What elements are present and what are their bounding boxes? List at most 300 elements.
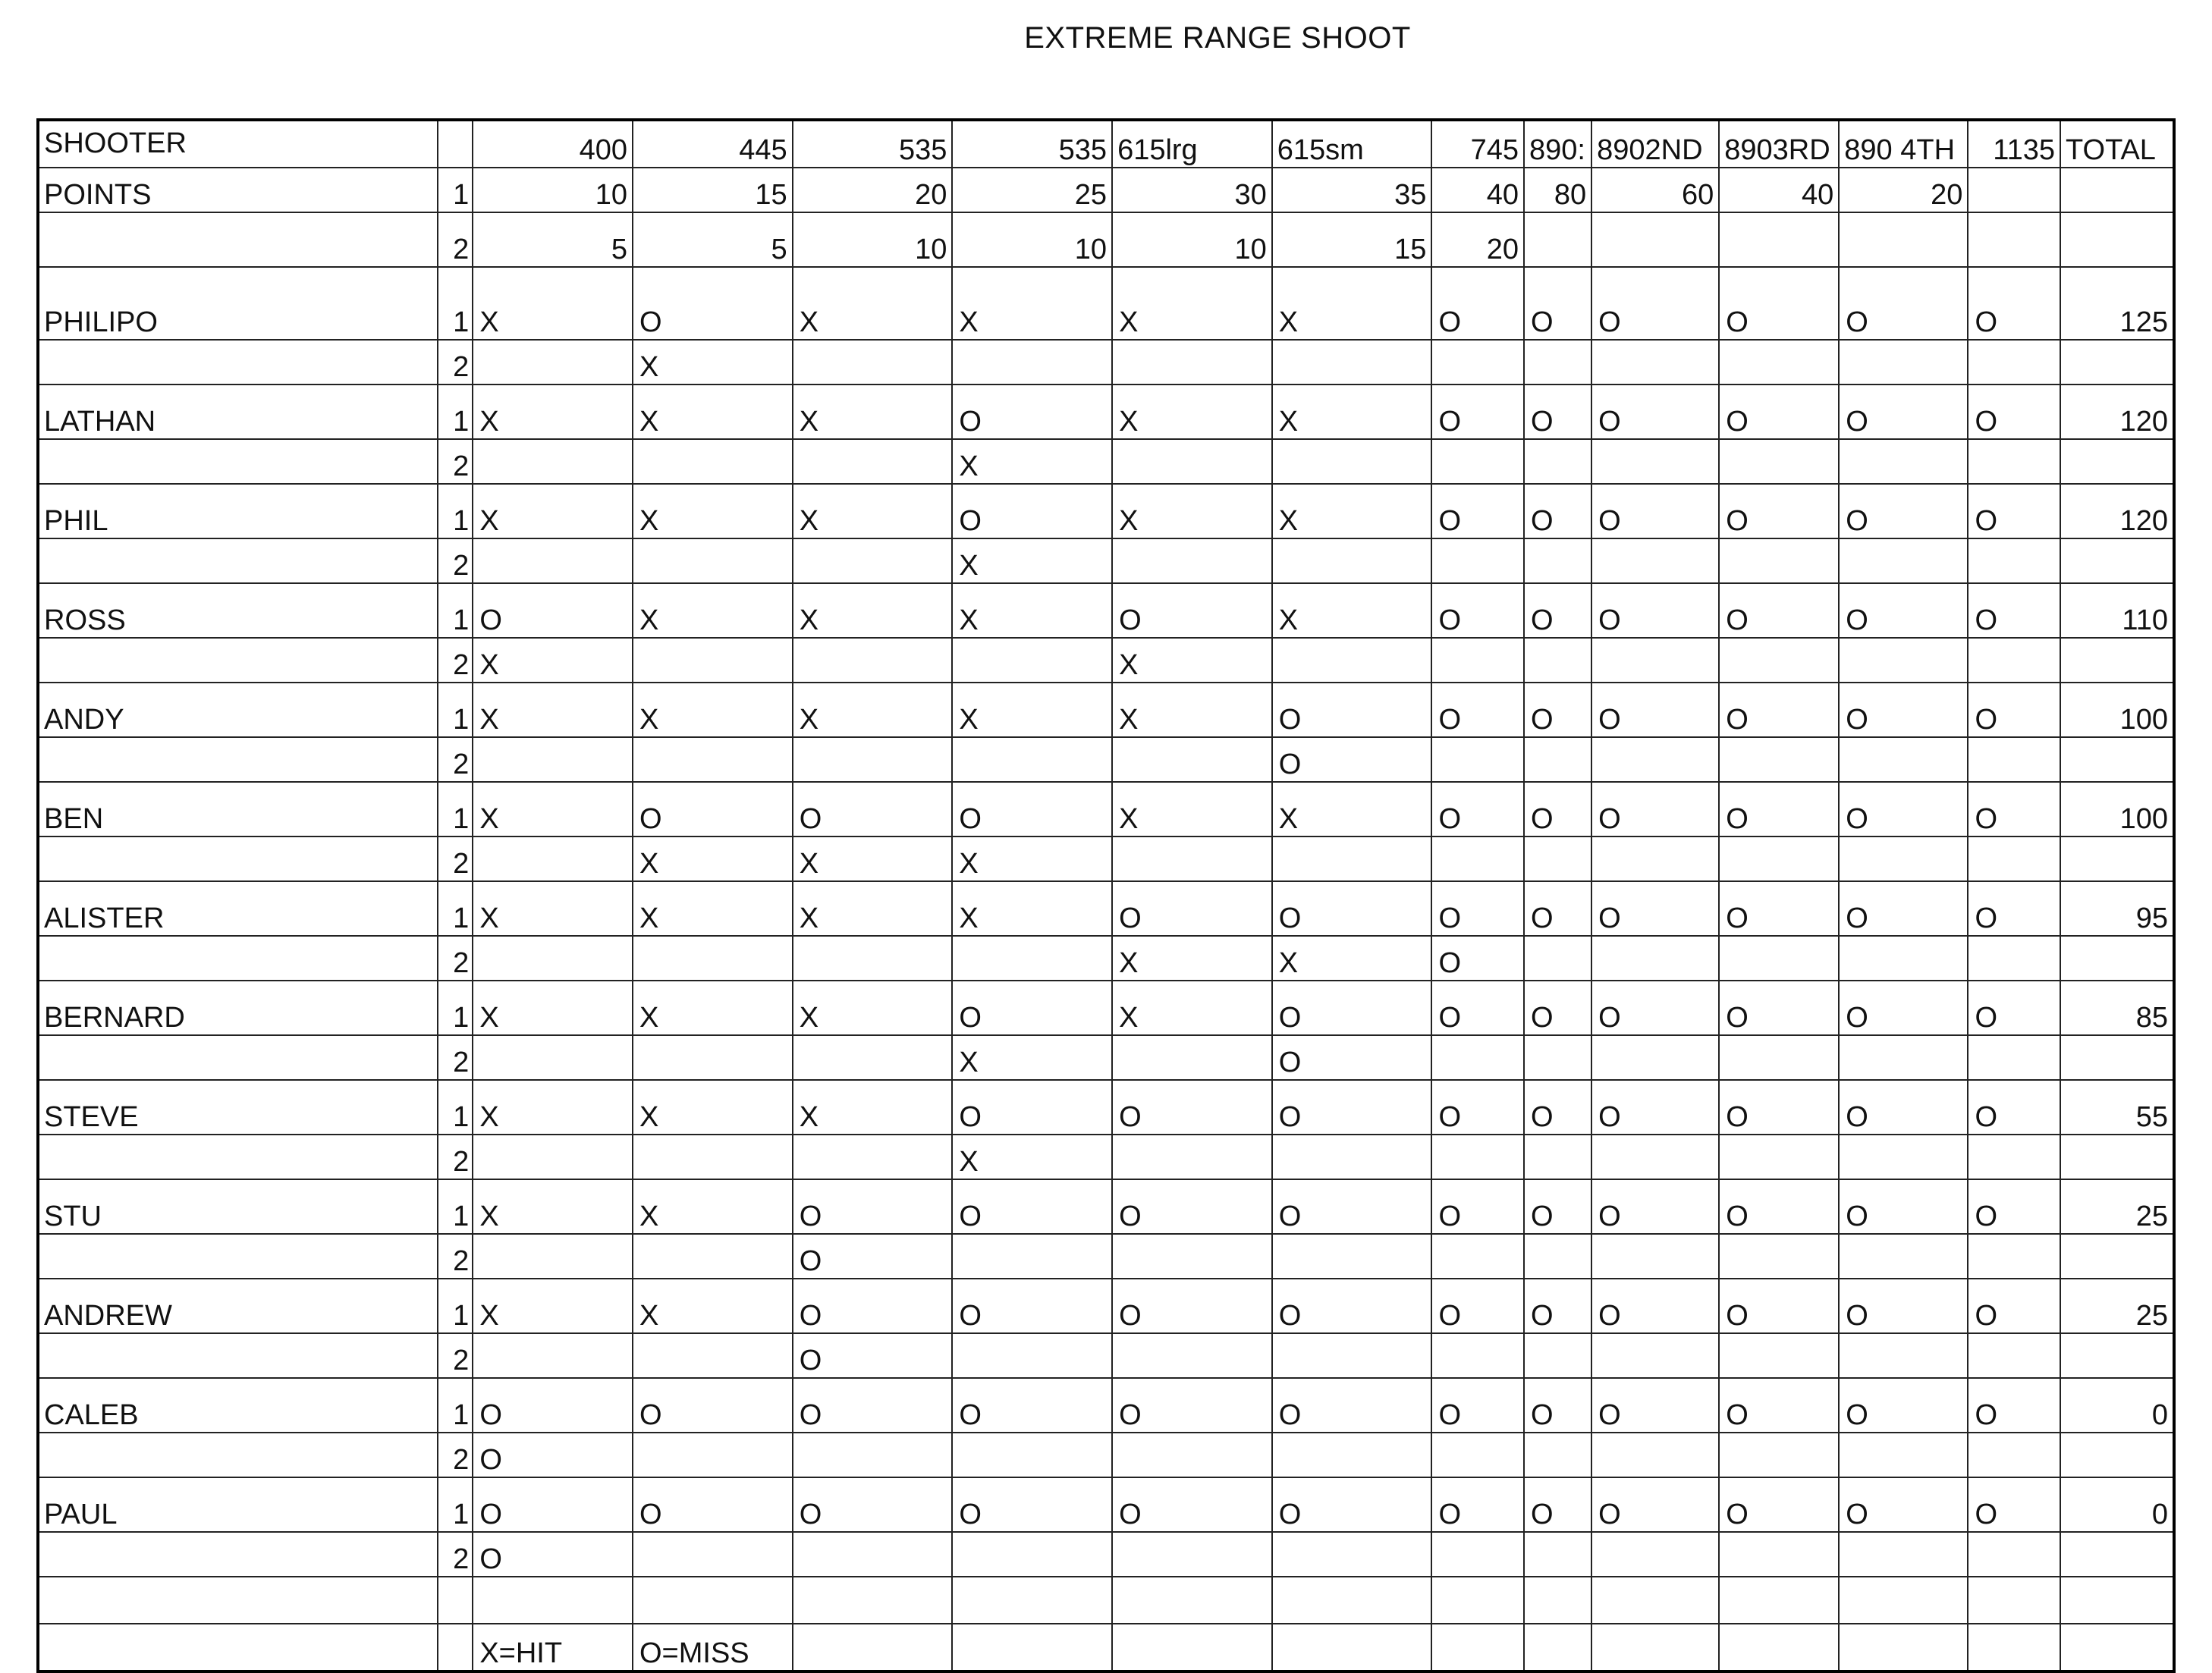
shot-result: O — [1591, 981, 1719, 1035]
shot-result: O — [1839, 385, 1968, 439]
shot-result: O — [952, 782, 1112, 836]
shooter-name: PAUL — [38, 1477, 438, 1532]
shot-result — [793, 340, 953, 385]
shooter-total: 25 — [2060, 1279, 2174, 1333]
shot-result: O — [1839, 881, 1968, 936]
empty-cell — [1968, 1624, 2060, 1671]
shot-result — [1591, 1135, 1719, 1179]
shot-result: X — [473, 1179, 633, 1234]
shot-result: O — [1968, 385, 2060, 439]
shot-result: O — [1524, 1179, 1591, 1234]
shot-result: O — [1968, 881, 2060, 936]
shot-result — [1112, 1234, 1272, 1279]
shot-result: O — [1591, 1080, 1719, 1135]
attempt-number: 1 — [438, 881, 473, 936]
shot-result: O — [1272, 1279, 1432, 1333]
shot-result — [1839, 1433, 1968, 1477]
shot-result: O — [1839, 1080, 1968, 1135]
shot-result — [952, 1433, 1112, 1477]
shot-result: O — [1839, 981, 1968, 1035]
shot-result — [633, 1333, 793, 1378]
empty-cell — [1968, 1577, 2060, 1624]
shot-result: O — [633, 267, 793, 340]
shot-result: O — [952, 484, 1112, 538]
shot-result: X — [952, 267, 1112, 340]
shot-result — [793, 737, 953, 782]
label-cell — [38, 936, 438, 981]
shot-result — [793, 1035, 953, 1080]
shot-result — [1431, 1234, 1524, 1279]
shot-result — [633, 1234, 793, 1279]
attempt-header — [438, 120, 473, 168]
shot-result — [793, 1532, 953, 1577]
total-cell — [2060, 1433, 2174, 1477]
empty-cell — [1112, 1577, 1272, 1624]
shot-result — [633, 1433, 793, 1477]
shooter-name: ALISTER — [38, 881, 438, 936]
total-cell — [2060, 340, 2174, 385]
shooter-row-attempt-1 — [38, 1378, 2174, 1433]
shooter-total: 100 — [2060, 683, 2174, 737]
shot-result — [633, 1035, 793, 1080]
shot-result: O — [1839, 683, 1968, 737]
shot-result: O — [473, 583, 633, 638]
shot-result — [1272, 1433, 1432, 1477]
shot-result: O — [793, 1279, 953, 1333]
points-value: 40 — [1431, 168, 1524, 212]
attempt-number: 2 — [438, 1234, 473, 1279]
empty-cell — [1431, 1624, 1524, 1671]
shooter-total: 25 — [2060, 1179, 2174, 1234]
shot-result — [473, 1035, 633, 1080]
shot-result: O — [1431, 1179, 1524, 1234]
shot-result — [1112, 1035, 1272, 1080]
shot-result: O — [793, 1333, 953, 1378]
empty-cell — [952, 1624, 1112, 1671]
shot-result — [1591, 1333, 1719, 1378]
points-value: 5 — [633, 212, 793, 267]
shot-result — [1839, 1234, 1968, 1279]
shot-result — [1524, 340, 1591, 385]
shot-result: X — [1112, 936, 1272, 981]
shot-result: O — [1431, 484, 1524, 538]
empty-cell — [1431, 1577, 1524, 1624]
shot-result: X — [793, 484, 953, 538]
shot-result: O — [952, 1477, 1112, 1532]
label-cell — [38, 1624, 438, 1671]
shot-result — [1524, 1433, 1591, 1477]
shot-result — [1968, 340, 2060, 385]
shooter-total: 100 — [2060, 782, 2174, 836]
shot-result — [1968, 1035, 2060, 1080]
empty-cell — [38, 1577, 438, 1624]
shot-result: O — [1839, 1179, 1968, 1234]
shot-result — [1591, 836, 1719, 881]
shot-result — [1431, 1135, 1524, 1179]
target-header: 400 — [473, 120, 633, 168]
points-row-1 — [38, 168, 2174, 212]
shot-result — [1719, 836, 1839, 881]
shot-result: O — [1968, 1477, 2060, 1532]
points-value: 20 — [1431, 212, 1524, 267]
shooter-row-attempt-2 — [38, 638, 2174, 683]
total-cell — [2060, 1135, 2174, 1179]
shot-result: O — [793, 782, 953, 836]
shooter-name: LATHAN — [38, 385, 438, 439]
attempt-number: 2 — [438, 936, 473, 981]
shot-result: O — [1524, 267, 1591, 340]
shooter-row-attempt-1 — [38, 484, 2174, 538]
shot-result — [1524, 1035, 1591, 1080]
shooter-row-attempt-1 — [38, 881, 2174, 936]
points-value — [1839, 212, 1968, 267]
shot-result — [1272, 1234, 1432, 1279]
shot-result: O — [1839, 1477, 1968, 1532]
shot-result: X — [633, 981, 793, 1035]
total-cell — [2060, 1035, 2174, 1080]
shot-result: O — [1112, 1378, 1272, 1433]
shot-result: O — [952, 1080, 1112, 1135]
attempt-number: 2 — [438, 212, 473, 267]
shot-result: X — [633, 1179, 793, 1234]
shot-result: O — [1968, 583, 2060, 638]
shot-result — [1112, 1532, 1272, 1577]
shot-result: X — [473, 638, 633, 683]
shot-result: O — [952, 1378, 1112, 1433]
empty-cell — [633, 1577, 793, 1624]
shot-result: O — [1591, 583, 1719, 638]
shot-result: X — [633, 1080, 793, 1135]
shot-result: O — [1719, 1378, 1839, 1433]
shot-result — [1112, 836, 1272, 881]
points-value: 15 — [1272, 212, 1432, 267]
shot-result — [1524, 1135, 1591, 1179]
label-cell — [38, 836, 438, 881]
shot-result — [1719, 737, 1839, 782]
shooter-row-attempt-1 — [38, 385, 2174, 439]
shot-result — [1968, 439, 2060, 484]
shot-result — [1524, 439, 1591, 484]
shot-result: O — [1524, 782, 1591, 836]
shot-result — [1839, 1532, 1968, 1577]
shot-result: O — [1524, 385, 1591, 439]
shot-result — [1591, 1433, 1719, 1477]
shot-result — [1272, 836, 1432, 881]
target-header: 615lrg — [1112, 120, 1272, 168]
shooter-row-attempt-2 — [38, 538, 2174, 583]
shot-result — [1591, 340, 1719, 385]
total-cell — [2060, 212, 2174, 267]
shot-result — [1431, 638, 1524, 683]
shot-result — [1968, 1433, 2060, 1477]
total-header: TOTAL — [2060, 120, 2174, 168]
shot-result: O — [1719, 981, 1839, 1035]
shot-result: O — [1272, 1477, 1432, 1532]
attempt-number: 2 — [438, 1532, 473, 1577]
shot-result — [952, 737, 1112, 782]
shot-result — [1968, 737, 2060, 782]
shot-result: X — [952, 583, 1112, 638]
shot-result — [1591, 936, 1719, 981]
points-value: 10 — [473, 168, 633, 212]
shot-result: O — [1431, 385, 1524, 439]
shot-result: O — [952, 1279, 1112, 1333]
shot-result: O — [1719, 1477, 1839, 1532]
shot-result — [473, 1234, 633, 1279]
blank-row — [38, 1577, 2174, 1624]
shot-result — [1839, 737, 1968, 782]
shot-result: O — [1524, 1477, 1591, 1532]
attempt-number: 2 — [438, 1333, 473, 1378]
shot-result — [1272, 1333, 1432, 1378]
attempt-number: 2 — [438, 1035, 473, 1080]
shooter-row-attempt-1 — [38, 267, 2174, 340]
total-cell — [2060, 1532, 2174, 1577]
empty-cell — [1524, 1577, 1591, 1624]
shot-result: O — [1968, 1378, 2060, 1433]
total-cell — [2060, 1624, 2174, 1671]
shot-result: O — [1719, 484, 1839, 538]
shot-result — [1524, 1333, 1591, 1378]
attempt-number: 1 — [438, 484, 473, 538]
points-value — [1968, 168, 2060, 212]
shot-result: O — [1431, 1378, 1524, 1433]
shot-result: O — [1968, 1279, 2060, 1333]
empty-cell — [1719, 1624, 1839, 1671]
points-value: 5 — [473, 212, 633, 267]
total-cell — [2060, 836, 2174, 881]
empty-cell — [473, 1577, 633, 1624]
points-value: 40 — [1719, 168, 1839, 212]
shot-result — [1839, 638, 1968, 683]
shot-result — [473, 737, 633, 782]
shot-result: X — [1272, 267, 1432, 340]
attempt-number: 2 — [438, 836, 473, 881]
shot-result — [1968, 638, 2060, 683]
shooter-row-attempt-1 — [38, 1080, 2174, 1135]
shooter-name: BEN — [38, 782, 438, 836]
shot-result — [1719, 1333, 1839, 1378]
shot-result — [1524, 638, 1591, 683]
shot-result: O — [952, 981, 1112, 1035]
shot-result — [1431, 340, 1524, 385]
shot-result: O — [1431, 936, 1524, 981]
shot-result: O — [1112, 1477, 1272, 1532]
shot-result: O — [1272, 1035, 1432, 1080]
shot-result — [1591, 638, 1719, 683]
shot-result: O — [1524, 1279, 1591, 1333]
target-header: 890: — [1524, 120, 1591, 168]
shot-result — [1112, 340, 1272, 385]
shot-result: O — [1839, 267, 1968, 340]
shooter-row-attempt-1 — [38, 583, 2174, 638]
attempt-number: 1 — [438, 267, 473, 340]
shot-result: X — [952, 683, 1112, 737]
shooter-row-attempt-1 — [38, 1477, 2174, 1532]
shot-result: X — [793, 267, 953, 340]
empty-cell — [1591, 1577, 1719, 1624]
shot-result — [1591, 1532, 1719, 1577]
shot-result — [1839, 439, 1968, 484]
shot-result — [1431, 538, 1524, 583]
points-value: 15 — [633, 168, 793, 212]
points-value: 20 — [793, 168, 953, 212]
attempt-number: 1 — [438, 1179, 473, 1234]
shot-result: O — [1431, 1080, 1524, 1135]
shot-result — [1968, 1532, 2060, 1577]
shot-result: X — [952, 836, 1112, 881]
points-value — [1524, 212, 1591, 267]
shot-result — [1431, 1333, 1524, 1378]
total-cell — [2060, 538, 2174, 583]
shot-result: O — [633, 1378, 793, 1433]
shot-result: X — [473, 881, 633, 936]
shot-result: O — [1591, 267, 1719, 340]
total-cell — [2060, 638, 2174, 683]
target-header: 8903RD — [1719, 120, 1839, 168]
shot-result — [793, 1433, 953, 1477]
attempt-number: 2 — [438, 1433, 473, 1477]
shot-result: O — [1431, 881, 1524, 936]
shooter-row-attempt-1 — [38, 1279, 2174, 1333]
shot-result: O — [1431, 1477, 1524, 1532]
target-header: 890 4TH — [1839, 120, 1968, 168]
shooter-name: PHILIPO — [38, 267, 438, 340]
total-cell — [2060, 439, 2174, 484]
shot-result: O — [473, 1378, 633, 1433]
attempt-number: 1 — [438, 583, 473, 638]
shot-result: X — [473, 782, 633, 836]
shot-result — [1524, 1532, 1591, 1577]
shot-result: O — [1431, 1279, 1524, 1333]
shot-result — [1968, 1234, 2060, 1279]
attempt-number: 1 — [438, 683, 473, 737]
shot-result — [793, 936, 953, 981]
shot-result — [633, 638, 793, 683]
shot-result: O — [952, 1179, 1112, 1234]
shot-result — [1524, 737, 1591, 782]
attempt-number: 2 — [438, 340, 473, 385]
shot-result — [1524, 538, 1591, 583]
shot-result: X — [793, 981, 953, 1035]
shot-result — [1719, 1035, 1839, 1080]
shot-result — [1591, 1234, 1719, 1279]
total-cell — [2060, 1333, 2174, 1378]
shot-result: O — [1968, 683, 2060, 737]
shooter-row-attempt-1 — [38, 981, 2174, 1035]
shot-result: O — [793, 1378, 953, 1433]
shot-result: X — [1272, 484, 1432, 538]
shot-result: O — [1719, 583, 1839, 638]
shooter-name: PHIL — [38, 484, 438, 538]
shot-result: O — [1524, 484, 1591, 538]
shot-result: O — [1719, 1279, 1839, 1333]
attempt-number: 1 — [438, 1477, 473, 1532]
shooter-row-attempt-2 — [38, 439, 2174, 484]
shot-result: O — [1524, 881, 1591, 936]
shot-result: O — [1968, 1080, 2060, 1135]
target-header: 535 — [952, 120, 1112, 168]
shot-result — [1524, 1234, 1591, 1279]
shot-result: O — [1112, 583, 1272, 638]
shot-result — [1112, 737, 1272, 782]
points-value: 35 — [1272, 168, 1432, 212]
shot-result: O — [1839, 484, 1968, 538]
target-header: 8902ND — [1591, 120, 1719, 168]
shot-result — [1431, 1532, 1524, 1577]
empty-cell — [952, 1577, 1112, 1624]
label-cell — [38, 439, 438, 484]
shot-result: O — [1591, 1378, 1719, 1433]
shot-result: O — [633, 1477, 793, 1532]
shot-result — [952, 936, 1112, 981]
shooter-row-attempt-2 — [38, 1532, 2174, 1577]
target-header: 745 — [1431, 120, 1524, 168]
shot-result — [633, 439, 793, 484]
shot-result — [1591, 439, 1719, 484]
empty-cell — [1112, 1624, 1272, 1671]
shot-result: O — [1719, 782, 1839, 836]
score-table-body — [38, 120, 2174, 1671]
shot-result: X — [1112, 683, 1272, 737]
attempt-number: 1 — [438, 981, 473, 1035]
shot-result: X — [1112, 484, 1272, 538]
shooter-total: 85 — [2060, 981, 2174, 1035]
shot-result — [473, 340, 633, 385]
shot-result — [1591, 1035, 1719, 1080]
shot-result: X — [633, 881, 793, 936]
shooter-row-attempt-2 — [38, 340, 2174, 385]
total-cell — [2060, 168, 2174, 212]
shot-result — [952, 1532, 1112, 1577]
shot-result: O — [1719, 683, 1839, 737]
attempt-number: 1 — [438, 168, 473, 212]
shot-result — [633, 936, 793, 981]
sheet-title: EXTREME RANGE SHOOT — [1024, 21, 1411, 55]
shooter-name: CALEB — [38, 1378, 438, 1433]
shot-result: X — [793, 836, 953, 881]
attempt-number: 1 — [438, 1279, 473, 1333]
shot-result: O — [1839, 782, 1968, 836]
label-cell — [38, 538, 438, 583]
shooter-total: 0 — [2060, 1378, 2174, 1433]
points-value: 60 — [1591, 168, 1719, 212]
shot-result — [1719, 1234, 1839, 1279]
points-value: 80 — [1524, 168, 1591, 212]
shot-result: X — [793, 881, 953, 936]
label-cell — [38, 1333, 438, 1378]
shot-result: O — [1968, 981, 2060, 1035]
shot-result: O — [1272, 1080, 1432, 1135]
points-label: POINTS — [38, 168, 438, 212]
shot-result: X — [1112, 782, 1272, 836]
shot-result — [1719, 1433, 1839, 1477]
shot-result: X — [473, 385, 633, 439]
shot-result — [1272, 638, 1432, 683]
shot-result: O — [473, 1433, 633, 1477]
shot-result: X — [1272, 385, 1432, 439]
shot-result — [1839, 936, 1968, 981]
shot-result: X — [1272, 936, 1432, 981]
shot-result — [952, 1234, 1112, 1279]
shooter-row-attempt-2 — [38, 1234, 2174, 1279]
attempt-number: 2 — [438, 737, 473, 782]
empty-cell — [1591, 1624, 1719, 1671]
shot-result — [633, 737, 793, 782]
shot-result — [1591, 538, 1719, 583]
shooter-row-attempt-2 — [38, 1333, 2174, 1378]
shooter-header: SHOOTER — [38, 120, 438, 168]
